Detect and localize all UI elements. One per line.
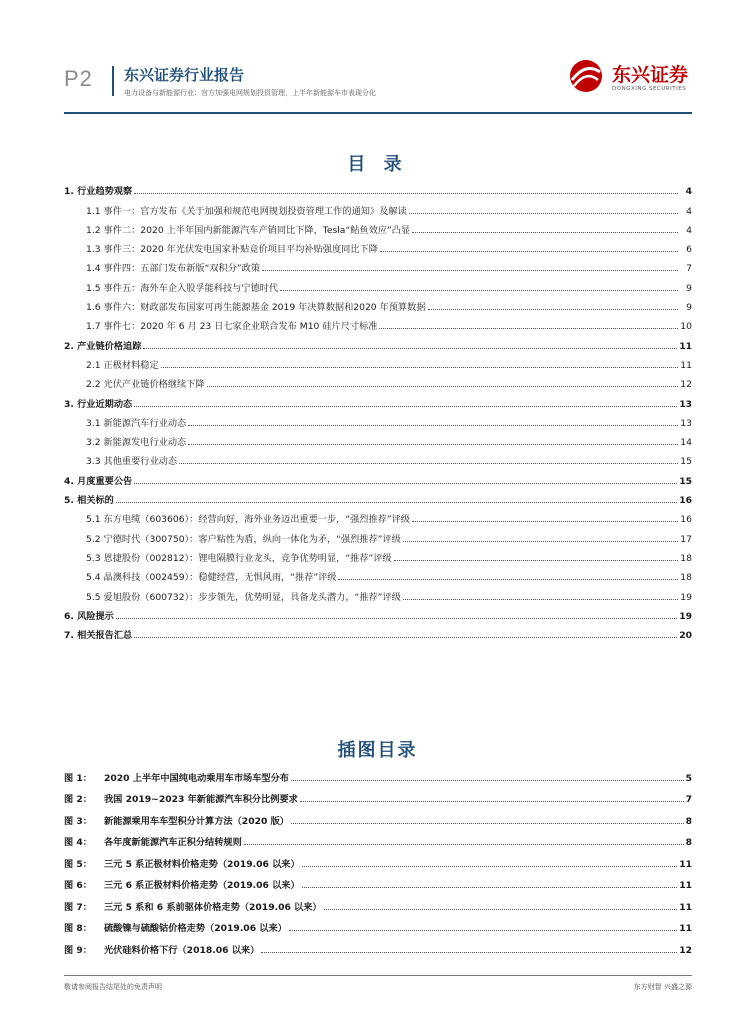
logo-english: DONGXING SECURITIES: [612, 86, 687, 92]
toc-entry-title: 2.2 光伏产业链价格继续下降: [86, 379, 205, 391]
toc-page-number: 16: [679, 495, 692, 507]
figure-leader-dots: [302, 886, 678, 888]
toc-entry-title: 1.4 事件四：五部门发布新版“双积分”政策: [86, 263, 261, 275]
figure-page-number: 11: [679, 901, 692, 913]
figure-title: 光伏硅料价格下行（2018.06 以来）: [104, 944, 260, 956]
toc-page-number: 15: [679, 475, 692, 487]
toc-leader-dots: [409, 212, 678, 214]
toc-page-number: 13: [679, 398, 692, 410]
toc-leader-dots: [188, 424, 678, 426]
footer-disclaimer: 敬请参阅报告结尾处的免责声明: [64, 983, 162, 991]
figure-page-number: 11: [679, 923, 692, 934]
toc-leader-dots: [134, 636, 677, 638]
toc-page-number: 13: [680, 417, 692, 429]
toc-leader-dots: [134, 482, 677, 484]
toc-page-number: 16: [680, 514, 692, 526]
header-divider: [112, 66, 114, 96]
toc-leader-dots: [161, 366, 678, 368]
toc-section-link[interactable]: [64, 467, 692, 486]
toc-entry-title: 3.1 新能源汽车行业动态: [86, 417, 187, 429]
report-brand-title: 东兴证券行业报告: [124, 66, 245, 84]
toc-page-number: 11: [680, 359, 692, 371]
toc-page-number: 12: [680, 379, 692, 391]
page-number: P2: [64, 66, 93, 91]
figure-label: 图 1：: [64, 772, 92, 784]
toc-leader-dots: [394, 559, 678, 561]
figure-list-link[interactable]: [64, 870, 692, 892]
toc-entry-title: 2. 产业链价格追踪: [64, 340, 142, 352]
figure-leader-dots: [244, 843, 684, 845]
figure-page-number: 5: [685, 772, 692, 784]
toc-subsection-link[interactable]: [64, 255, 692, 274]
toc-entry-title: 1.6 事件六：财政部发布国家可再生能源基金 2019 年决算数据和2020 年预算数据: [86, 302, 426, 314]
figure-list-link[interactable]: [64, 805, 692, 827]
toc-entry-title: 5.4 晶澳科技（002459）：稳健经营，无惧风雨，“推荐”评级: [86, 572, 337, 584]
toc-leader-dots: [179, 462, 678, 464]
figure-title: 三元 5 系正极材料价格走势（2019.06 以来）: [104, 858, 300, 870]
toc-section-link[interactable]: [64, 390, 692, 409]
logo-wordmark: 东兴证券: [612, 64, 689, 86]
toc-page-number: 9: [686, 302, 692, 314]
toc-page-number: 4: [686, 224, 692, 236]
toc-subsection-link[interactable]: [64, 506, 692, 525]
toc-section-link[interactable]: [64, 487, 692, 506]
toc-entry-title: 6. 风险提示: [64, 610, 114, 622]
toc-entry-title: 5.3 恩捷股份（002812）：锂电隔膜行业龙头，竞争优势明显，“推荐”评级: [86, 552, 392, 564]
toc-entry-title: 5.5 爱旭股份（600732）：步步领先，优势明显，具备龙头潜力，“推荐”评级: [86, 591, 401, 603]
toc-entry-title: 3.2 新能源发电行业动态: [86, 437, 187, 449]
toc-entry-title: 4. 月度重要公告: [64, 475, 133, 487]
figure-leader-dots: [291, 822, 684, 824]
toc-page-number: 19: [679, 610, 692, 622]
toc-leader-dots: [280, 289, 678, 291]
figure-title: 三元 6 系正极材料价格走势（2019.06 以来）: [104, 880, 300, 891]
figure-list-link[interactable]: [64, 827, 692, 849]
figure-list-link[interactable]: [64, 848, 692, 870]
toc-entry-title: 3. 行业近期动态: [64, 398, 133, 410]
figure-title: 硫酸镍与硫酸钴价格走势（2019.06 以来）: [104, 923, 287, 934]
toc-entry-title: 1.2 事件二：2020 上半年国内新能源汽车产销同比下降，Tesla“鲇鱼效应”凸显: [86, 224, 411, 236]
figure-list-link[interactable]: [64, 784, 692, 806]
toc-leader-dots: [188, 443, 678, 445]
toc-leader-dots: [412, 231, 678, 233]
header-rule: [64, 112, 692, 114]
toc-entry-title: 5. 相关标的: [64, 495, 114, 507]
figure-label: 图 5：: [64, 858, 92, 870]
toc-page-number: 20: [679, 630, 692, 642]
toc-entry-title: 1.7 事件七：2020 年 6 月 23 日七家企业联合发布 M10 硅片尺寸标准: [86, 321, 378, 333]
toc-entry-title: 1. 行业趋势观察: [64, 186, 133, 198]
table-of-contents: [64, 178, 692, 641]
toc-leader-dots: [134, 405, 677, 407]
toc-subsection-link[interactable]: [64, 525, 692, 544]
figure-leader-dots: [261, 951, 677, 953]
toc-section-link[interactable]: [64, 603, 692, 622]
figure-leader-dots: [289, 929, 677, 931]
toc-leader-dots: [134, 192, 678, 194]
toc-page-number: 11: [679, 340, 692, 352]
toc-subsection-link[interactable]: [64, 545, 692, 564]
toc-leader-dots: [143, 347, 677, 349]
figure-page-number: 11: [679, 858, 692, 870]
figure-label: 图 9：: [64, 944, 92, 956]
toc-subsection-link[interactable]: [64, 274, 692, 293]
toc-page-number: 4: [686, 205, 692, 217]
toc-leader-dots: [380, 250, 678, 252]
figure-title: 各年度新能源汽车正积分结转规则: [104, 837, 242, 848]
figure-label: 图 6：: [64, 880, 92, 891]
toc-entry-title: 2.1 正极材料稳定: [86, 359, 159, 371]
toc-subsection-link[interactable]: [64, 197, 692, 216]
figure-page-number: 12: [679, 944, 692, 956]
toc-page-number: 4: [685, 186, 692, 198]
figure-list-link[interactable]: [64, 891, 692, 913]
toc-page-number: 6: [686, 244, 692, 256]
figure-page-number: 7: [685, 794, 692, 805]
toc-leader-dots: [412, 520, 678, 522]
figure-list-link[interactable]: [64, 762, 692, 784]
toc-entry-title: 1.1 事件一：官方发布《关于加强和规范电网规划投资管理工作的通知》及解读: [86, 205, 407, 217]
toc-entry-title: 3.3 其他重要行业动态: [86, 456, 178, 468]
toc-subsection-link[interactable]: [64, 448, 692, 467]
toc-page-number: 9: [686, 282, 692, 294]
toc-subsection-link[interactable]: [64, 564, 692, 583]
toc-section-link[interactable]: [64, 332, 692, 351]
toc-entry-title: 7. 相关报告汇总: [64, 630, 133, 642]
toc-subsection-link[interactable]: [64, 352, 692, 371]
toc-page-number: 15: [680, 456, 692, 468]
toc-subsection-link[interactable]: [64, 294, 692, 313]
toc-page-number: 14: [680, 437, 692, 449]
figure-leader-dots: [300, 800, 684, 802]
toc-section-link[interactable]: [64, 622, 692, 641]
toc-page-number: 10: [680, 321, 692, 333]
toc-title: 目 录: [347, 154, 408, 175]
toc-subsection-link[interactable]: [64, 429, 692, 448]
figure-list: [64, 762, 692, 956]
toc-page-number: 17: [680, 533, 692, 545]
figure-title: 2020 上半年中国纯电动乘用车市场车型分布: [104, 772, 289, 784]
toc-page-number: 7: [686, 263, 692, 275]
toc-subsection-link[interactable]: [64, 410, 692, 429]
toc-entry-title: 1.5 事件五：海外车企入股孚能科技与宁德时代: [86, 282, 279, 294]
toc-page-number: 18: [680, 572, 692, 584]
figure-label: 图 8：: [64, 923, 92, 934]
figure-title: 我国 2019~2023 年新能源汽车积分比例要求: [104, 794, 298, 805]
toc-entry-title: 5.1 东方电缆（603606）：经营向好，海外业务迈出重要一步，“强烈推荐”评级: [86, 514, 410, 526]
figure-list-link[interactable]: [64, 913, 692, 935]
figure-label: 图 2：: [64, 794, 92, 805]
figure-list-link[interactable]: [64, 934, 692, 956]
toc-leader-dots: [428, 308, 679, 310]
toc-leader-dots: [379, 327, 678, 329]
toc-leader-dots: [262, 269, 678, 271]
toc-leader-dots: [207, 385, 678, 387]
toc-leader-dots: [338, 578, 678, 580]
toc-subsection-link[interactable]: [64, 371, 692, 390]
figure-label: 图 3：: [64, 815, 92, 827]
toc-leader-dots: [403, 598, 678, 600]
toc-section-link[interactable]: [64, 178, 692, 197]
toc-entry-title: 1.3 事件三：2020 年光伏发电国家补贴竞价项目平均补贴强度同比下降: [86, 244, 378, 256]
figure-leader-dots: [324, 908, 678, 910]
toc-leader-dots: [116, 501, 677, 503]
toc-leader-dots: [116, 617, 677, 619]
toc-subsection-link[interactable]: [64, 313, 692, 332]
toc-entry-title: 5.2 宁德时代（300750）：客户粘性为盾，纵向一体化为矛，“强烈推荐”评级: [86, 533, 401, 545]
footer-slogan: 东方财智 兴盛之源: [633, 983, 692, 991]
figure-title: 三元 5 系和 6 系前驱体价格走势（2019.06 以来）: [104, 901, 322, 913]
figure-label: 图 4：: [64, 837, 92, 848]
toc-subsection-link[interactable]: [64, 236, 692, 255]
figure-page-number: 8: [685, 815, 692, 827]
report-subtitle: 电力设备与新能源行业：官方加强电网规划投资管理，上半年新能源车市表现分化: [124, 89, 376, 97]
figure-leader-dots: [291, 779, 684, 781]
toc-page-number: 19: [680, 591, 692, 603]
footer-rule: [64, 975, 692, 976]
figure-title: 新能源乘用车车型积分计算方法（2020 版）: [104, 815, 289, 827]
figure-page-number: 11: [679, 880, 692, 891]
figure-page-number: 8: [685, 837, 692, 848]
figure-leader-dots: [302, 865, 678, 867]
figure-label: 图 7：: [64, 901, 92, 913]
toc-subsection-link[interactable]: [64, 217, 692, 236]
toc-page-number: 18: [680, 552, 692, 564]
toc-leader-dots: [403, 540, 678, 542]
figure-list-title: 插图目录: [337, 740, 418, 761]
toc-subsection-link[interactable]: [64, 583, 692, 602]
